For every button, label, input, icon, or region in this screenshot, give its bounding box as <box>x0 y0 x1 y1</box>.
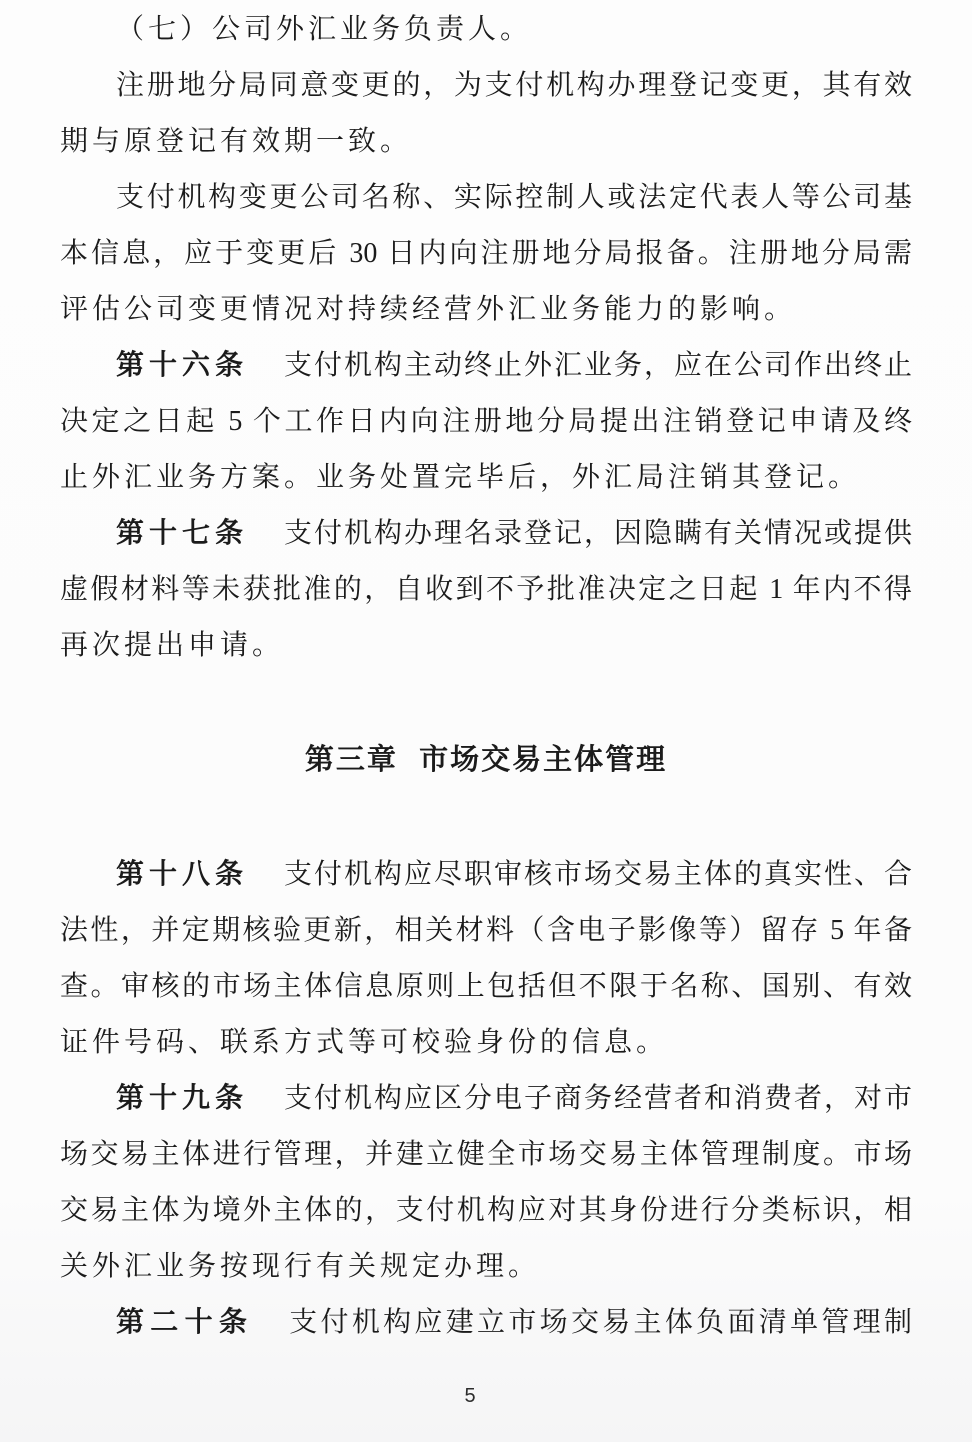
text-line: 支付机构变更公司名称、实际控制人或法定代表人等公司基 <box>116 182 912 213</box>
text-line: 场交易主体进行管理，并建立健全市场交易主体管理制度。市场 <box>60 1139 912 1170</box>
article-text: 支付机构应区分电子商务经营者和消费者，对市 <box>284 1083 912 1114</box>
text-line: 决定之日起 5 个工作日内向注册地分局提出注销登记申请及终 <box>60 406 912 437</box>
article-number: 第十七条 <box>116 518 248 549</box>
article-number: 第十六条 <box>116 350 248 381</box>
article-number: 第十八条 <box>116 859 248 890</box>
text-line: 虚假材料等未获批准的，自收到不予批准决定之日起 1 年内不得 <box>60 574 912 605</box>
text-line: 本信息，应于变更后 30 日内向注册地分局报备。注册地分局需 <box>60 238 912 269</box>
article-line <box>60 1295 912 1351</box>
text-line: （七）公司外汇业务负责人。 <box>116 14 533 45</box>
article-line <box>60 847 912 903</box>
article-line <box>60 1071 912 1127</box>
page-number: 5 <box>464 1385 476 1407</box>
article-line <box>60 506 912 562</box>
text-line: 注册地分局同意变更的，为支付机构办理登记变更，其有效 <box>116 70 912 101</box>
article-text: 支付机构应建立市场交易主体负面清单管理制 <box>289 1307 912 1338</box>
text-line: 证件号码、联系方式等可校验身份的信息。 <box>60 1027 669 1058</box>
text-line: 再次提出申请。 <box>60 630 285 661</box>
article-text: 支付机构主动终止外汇业务，应在公司作出终止 <box>284 350 912 381</box>
text-line: 查。审核的市场主体信息原则上包括但不限于名称、国别、有效 <box>60 971 912 1002</box>
text-line: 交易主体为境外主体的，支付机构应对其身份进行分类标识，相 <box>60 1195 912 1226</box>
chapter-heading: 第三章 市场交易主体管理 <box>304 744 668 776</box>
text-line: 止外汇业务方案。业务处置完毕后，外汇局注销其登记。 <box>60 462 861 493</box>
article-text: 支付机构应尽职审核市场交易主体的真实性、合 <box>284 859 912 890</box>
text-line: 期与原登记有效期一致。 <box>60 126 413 157</box>
article-number: 第二十条 <box>116 1307 254 1338</box>
article-line <box>60 338 912 394</box>
article-number: 第十九条 <box>116 1083 248 1114</box>
text-line: 关外汇业务按现行有关规定办理。 <box>60 1251 541 1282</box>
text-line: 评估公司变更情况对持续经营外汇业务能力的影响。 <box>60 294 797 325</box>
text-line: 法性，并定期核验更新，相关材料（含电子影像等）留存 5 年备 <box>60 915 912 946</box>
article-text: 支付机构办理名录登记，因隐瞒有关情况或提供 <box>284 518 912 549</box>
